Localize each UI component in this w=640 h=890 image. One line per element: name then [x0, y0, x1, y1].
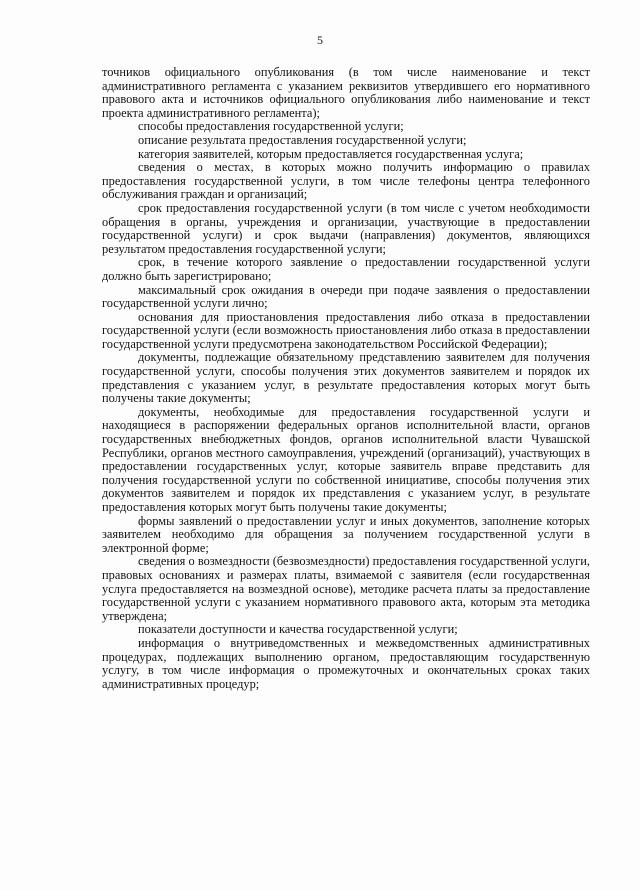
paragraph: описание результата предоставления государственной услуги;	[138, 132, 467, 147]
paragraph: информация о внутриведомственных и межведомственных административных процедурах, подлежащих выполнению органом, предоставляющим государственную услугу, в том числе информация о промежуточных и окончательных сроках таких административных процедур;	[102, 635, 590, 691]
paragraph: срок, в течение которого заявление о предоставлении государственной услуги должно быть зарегистрировано;	[102, 255, 590, 283]
paragraph: категория заявителей, которым предоставляется государственная услуга;	[138, 146, 524, 161]
paragraph: основания для приостановления предоставления либо отказа в предоставлении государственной услуги (если возможность приостановления либо отказа в предоставлении государственной услуги предусмотрена законодательством Российской Федерации);	[102, 309, 590, 351]
paragraph: максимальный срок ожидания в очереди при подаче заявления о предоставлении государственной услуги лично;	[102, 282, 590, 311]
page-number: 5	[317, 33, 323, 47]
paragraph: сведения о возмездности (безвозмездности) предоставления государственной услуги, правовых основаниях и размерах платы, взимаемой с заявителя (если государственная услуга предоставляется на возмездной основе), методике расчета платы за предоставление государственной услуги с указанием нормативного правового акта, которым эта методика утверждена;	[102, 554, 590, 623]
paragraph: документы, подлежащие обязательному представлению заявителем для получения государственной услуги, способы получения этих документов заявителем и порядок их представления с указанием услуг, в результате предоставления которых могут быть получены такие документы;	[102, 350, 590, 406]
body-text	[102, 66, 590, 691]
paragraph: документы, необходимые для предоставления государственной услуги и находящиеся в распоряжении федеральных органов исполнительной власти, органов государственных внебюджетных фондов, органов исполнительной власти Чувашской Республики, органов местного самоуправления, учреждений (организаций), участвующих в предоставлении государственных услуг, которые заявитель вправе представить для получения государственной услуги по собственной инициативе, способы получения этих документов заявителем и порядок их представления с указанием услуг, в результате предоставления которых могут быть получены такие документы;	[102, 404, 590, 514]
paragraph: точников официального опубликования (в том числе наименование и текст административного регламента с указанием реквизитов утвердившего его нормативного правового акта и источников официального опубликования либо наименование и текст проекта административного регламента);	[102, 65, 590, 120]
paragraph: формы заявлений о предоставлении услуг и иных документов, заполнение которых заявителем необходимо для обращения за получением государственной услуги в электронной форме;	[102, 513, 590, 555]
paragraph: сведения о местах, в которых можно получить информацию о правилах предоставления государственной услуги, в том числе телефоны центра телефонного обслуживания граждан и организаций;	[102, 160, 590, 202]
paragraph: показатели доступности и качества государственной услуги;	[138, 622, 458, 637]
paragraph: срок предоставления государственной услуги (в том числе с учетом необходимости обращения в органы, учреждения и организации, участвующие в предоставлении государственной услуги) и срок выдачи (направления) документов, являющихся результатом предоставления государственной услуги;	[102, 200, 590, 256]
paragraph: способы предоставления государственной услуги;	[138, 119, 404, 134]
